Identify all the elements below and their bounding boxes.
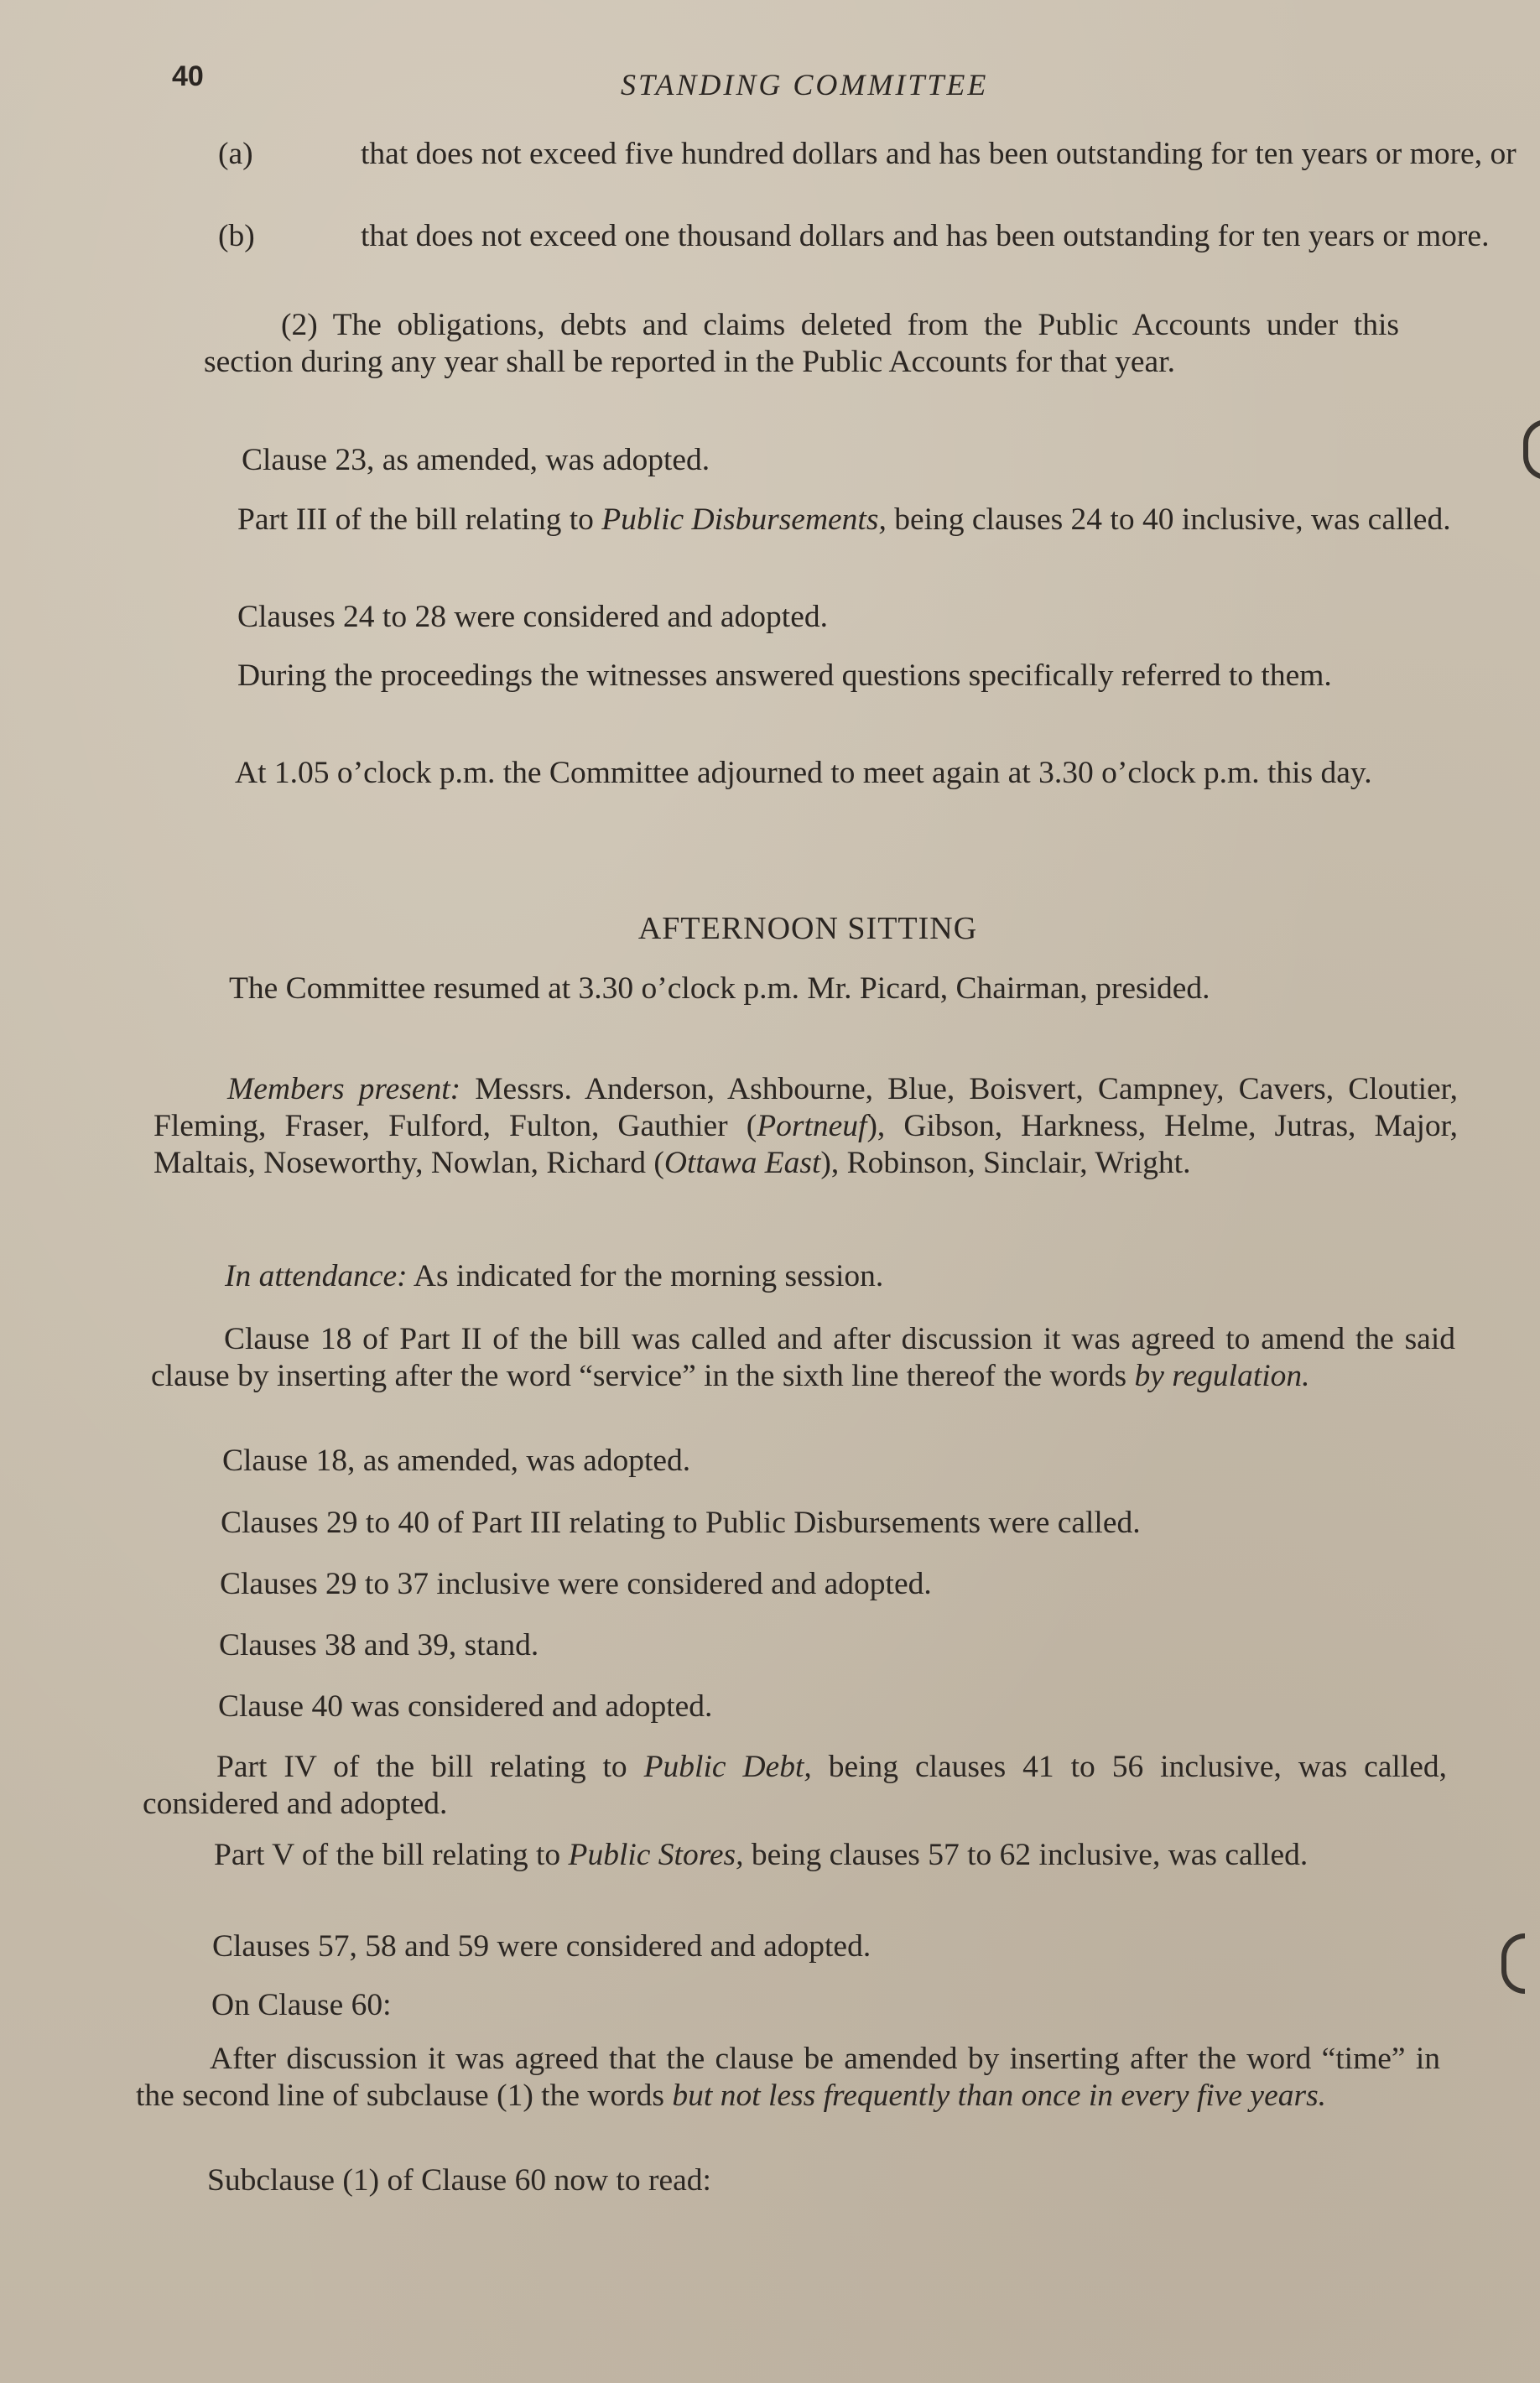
members-list-c: ), Robinson, Sinclair, Wright. (820, 1146, 1191, 1180)
clauses-24-28-adopted: Clauses 24 to 28 were considered and adopted. (237, 600, 828, 634)
subsection-2-paragraph: (2) The obligations, debts and claims deleted from the Public Accounts under this section during any year shall be reported in the Public Accounts for that year. (204, 308, 1399, 379)
part-iii-text-b: being clauses 24 to 40 inclusive, was called. (886, 502, 1451, 537)
clauses-29-40-called: Clauses 29 to 40 of Part III relating to Public Disbursements were called. (221, 1506, 1141, 1540)
in-attendance-text: As indicated for the morning session. (407, 1259, 884, 1293)
subclause-1-clause-60: Subclause (1) of Clause 60 now to read: (207, 2163, 711, 2198)
clause-b-label: (b) (218, 219, 255, 253)
on-clause-60: On Clause 60: (211, 1988, 392, 2022)
clause-b-text: that does not exceed one thousand dollars and has been outstanding for ten years or more. (361, 219, 1490, 253)
part-iv-paragraph (143, 1749, 1447, 1823)
members-riding-ottawa-east: Ottawa East (663, 1146, 821, 1180)
clauses-38-39-stand: Clauses 38 and 39, stand. (219, 1628, 539, 1662)
part-v-text-b: being clauses 57 to 62 inclusive, was called. (743, 1838, 1308, 1872)
binding-ring-mark (1501, 1933, 1525, 1994)
in-attendance-label: In attendance: (225, 1259, 408, 1293)
clause-b (218, 218, 1540, 255)
clause-40-adopted: Clause 40 was considered and adopted. (218, 1689, 713, 1724)
part-iv-title: Public Debt, (643, 1750, 812, 1784)
clause-60-amendment-paragraph (136, 2041, 1440, 2115)
adjournment-paragraph: At 1.05 o’clock p.m. the Committee adjourned to meet again at 3.30 o’clock p.m. this day. (235, 756, 1372, 790)
part-v-paragraph (140, 1837, 1444, 1874)
members-present-label: Members present: (227, 1072, 461, 1106)
clause-a-text: that does not exceed five hundred dollars and has been outstanding for ten years or more, or (361, 137, 1517, 171)
witnesses-paragraph: During the proceedings the witnesses answered questions specifically referred to them. (237, 658, 1332, 693)
part-v-text-a: Part V of the bill relating to (214, 1838, 569, 1872)
binding-ring-mark (1523, 419, 1540, 480)
clause-60-amendment-text: After discussion it was agreed that the clause be amended by inserting after the word “time” in the second line of subclause (1) the words (136, 2042, 1440, 2113)
clauses-57-59-adopted: Clauses 57, 58 and 59 were considered and adopted. (212, 1929, 871, 1964)
part-iv-text-b: being clauses 41 to 56 inclusive, was called, considered and adopted. (143, 1750, 1448, 1821)
members-list-b: ), Gibson, Harkness, Helme, Jutras, Major, Maltais, Noseworthy, Nowlan, Richard ( (153, 1109, 1458, 1180)
members-list-a: Messrs. Anderson, Ashbourne, Blue, Boisvert, Campney, Cavers, Cloutier, Fleming, Fraser, Fulford, Fulton, Gauthier ( (153, 1072, 1458, 1143)
clause-60-amendment-words: but not less frequently than once in every five years. (672, 2079, 1327, 2113)
clause-18-amendment-text: Clause 18 of Part II of the bill was called and after discussion it was agreed to amend the said clause by inserting after the word “service” in the sixth line thereof the words (151, 1322, 1455, 1393)
in-attendance-paragraph (225, 1258, 1458, 1295)
clause-a (218, 136, 1540, 173)
part-iii-title: Public Disbursements, (601, 502, 887, 537)
clause-23-adopted: Clause 23, as amended, was adopted. (242, 443, 710, 477)
clauses-29-37-adopted: Clauses 29 to 37 inclusive were considered and adopted. (220, 1567, 932, 1601)
clause-18-amendment-paragraph (151, 1321, 1455, 1395)
afternoon-sitting-heading: AFTERNOON SITTING (637, 911, 978, 946)
running-head: STANDING COMMITTEE (621, 68, 989, 101)
part-v-title: Public Stores, (568, 1838, 744, 1872)
members-riding-portneuf: Portneuf (757, 1109, 867, 1143)
part-iii-text-a: Part III of the bill relating to (237, 502, 602, 537)
committee-resumed-paragraph: The Committee resumed at 3.30 o’clock p.m. Mr. Picard, Chairman, presided. (229, 971, 1210, 1006)
part-iv-text-a: Part IV of the bill relating to (216, 1750, 644, 1784)
clause-a-label: (a) (218, 137, 253, 171)
members-present-paragraph (153, 1071, 1458, 1182)
part-iii-called (166, 502, 1470, 539)
clause-18-adopted: Clause 18, as amended, was adopted. (222, 1444, 691, 1478)
clause-18-amendment-words: by regulation. (1134, 1359, 1310, 1393)
page-number: 40 (172, 60, 204, 92)
